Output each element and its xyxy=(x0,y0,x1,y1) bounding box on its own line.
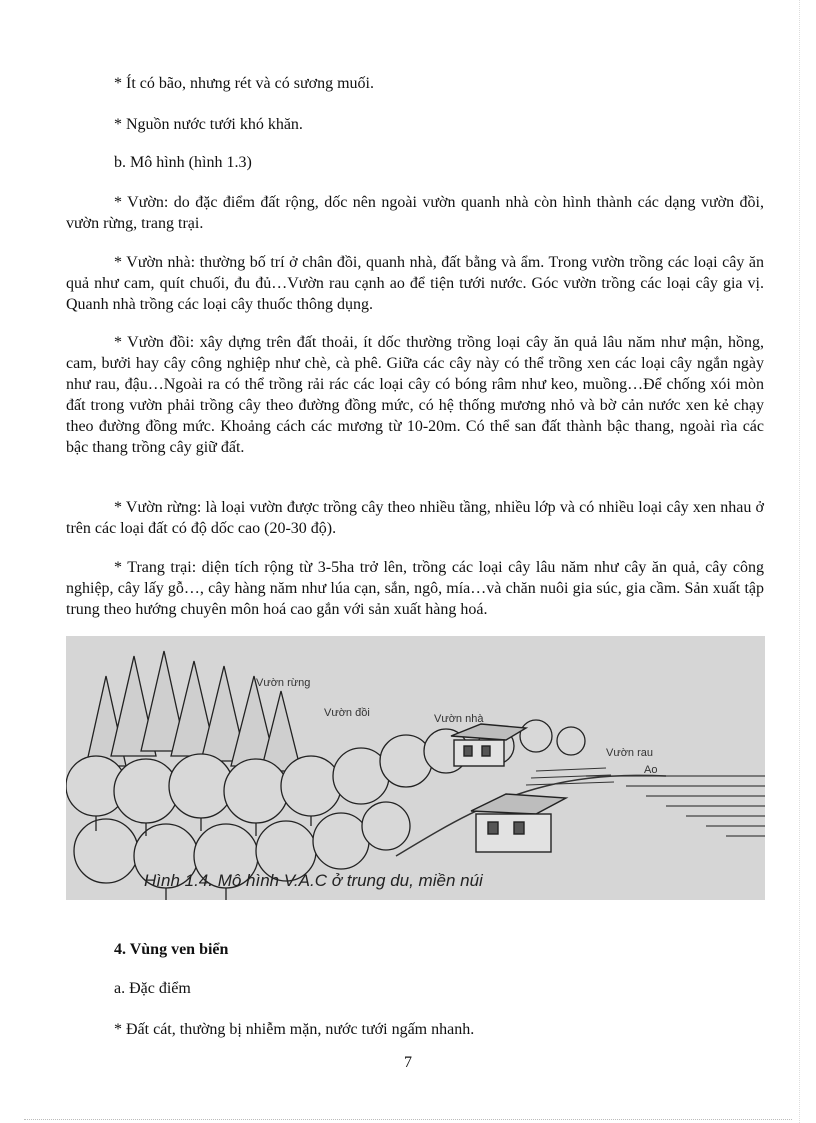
house-upper xyxy=(451,724,526,766)
paragraph-water: * Nguồn nước tưới khó khăn. xyxy=(114,116,303,133)
pond-lines xyxy=(586,776,765,836)
page-number: 7 xyxy=(404,1054,412,1071)
paragraph-sandy-soil: * Đất cát, thường bị nhiễm mặn, nước tưới ngấm nhanh. xyxy=(114,1021,475,1038)
page-side-divider xyxy=(799,0,801,1123)
house-lower xyxy=(471,794,566,852)
paragraph-home-garden: * Vườn nhà: thường bố trí ở chân đồi, quanh nhà, đất bằng và ẩm. Trong vườn trồng các loại cây ăn quả như cam, quít chuối, đu đủ…Vườn rau cạnh ao để tiện tưới nước. Góc vườn trồng các loại cây gia vị. Quanh nhà trồng các loại cây thuốc thông dụng. xyxy=(66,254,764,313)
section-heading-coastal: 4. Vùng ven biển xyxy=(114,941,229,958)
vac-model-figure xyxy=(66,636,765,900)
label-pond: Ao xyxy=(644,764,658,776)
paragraph-forest-garden: * Vườn rừng: là loại vườn được trồng cây theo nhiều tầng, nhiều lớp và có nhiều loại cây xen nhau ở trên các loại đất có độ dốc cao (20-30 độ). xyxy=(66,499,764,537)
forest-trees xyxy=(86,651,301,771)
label-home-garden: Vườn nhà xyxy=(434,713,484,725)
vac-model-illustration xyxy=(66,636,765,900)
paragraph-hill-garden: * Vườn đồi: xây dựng trên đất thoải, ít dốc thường trồng loại cây ăn quả lâu năm như mận, hồng, cam, bưởi hay cây công nghiệp như chè, cà phê. Giữa các cây này có thể trồng xen các loại cây ngắn ngày như rau, đậu…Ngoài ra có thể trồng rải rác các loại cây có bóng râm như keo, muồng…Để chống xói mòn đất trong vườn phải trồng cây theo đường đồng mức, có hệ thống mương nhỏ và bờ cản nước xen kẻ chạy theo đường đồng mức. Khoảng cách các mương từ 10-20m. Có thể san đất thành bậc thang, ngoài rìa các bậc thang trồng cây giữ đất. xyxy=(66,334,764,456)
label-forest-garden: Vườn rừng xyxy=(256,677,311,689)
page-bottom-divider xyxy=(24,1119,792,1120)
label-vegetable-garden: Vườn rau xyxy=(606,747,653,759)
paragraph-frost: * Ít có bão, nhưng rét và có sương muối. xyxy=(114,75,374,92)
paragraph-characteristics: a. Đặc điểm xyxy=(114,980,191,997)
paragraph-model-heading: b. Mô hình (hình 1.3) xyxy=(114,154,252,171)
label-hill-garden: Vườn đồi xyxy=(324,707,370,719)
paragraph-farm: * Trang trại: diện tích rộng từ 3-5ha trở lên, trồng các loại cây lâu năm như cây ăn quả, cây công nghiệp, cây lấy gỗ…, cây hàng năm như lúa cạn, sắn, ngô, mía…và chăn nuôi gia súc, gia cầm. Sản xuất tập trung theo hướng chuyên môn hoá cao gắn với sản xuất hàng hoá. xyxy=(66,559,764,618)
paragraph-garden: * Vườn: do đặc điểm đất rộng, dốc nên ngoài vườn quanh nhà còn hình thành các dạng vườn đồi, vườn rừng, trang trại. xyxy=(66,194,764,232)
figure-caption: Hình 1.4. Mô hình V.A.C ở trung du, miền núi xyxy=(144,871,483,890)
